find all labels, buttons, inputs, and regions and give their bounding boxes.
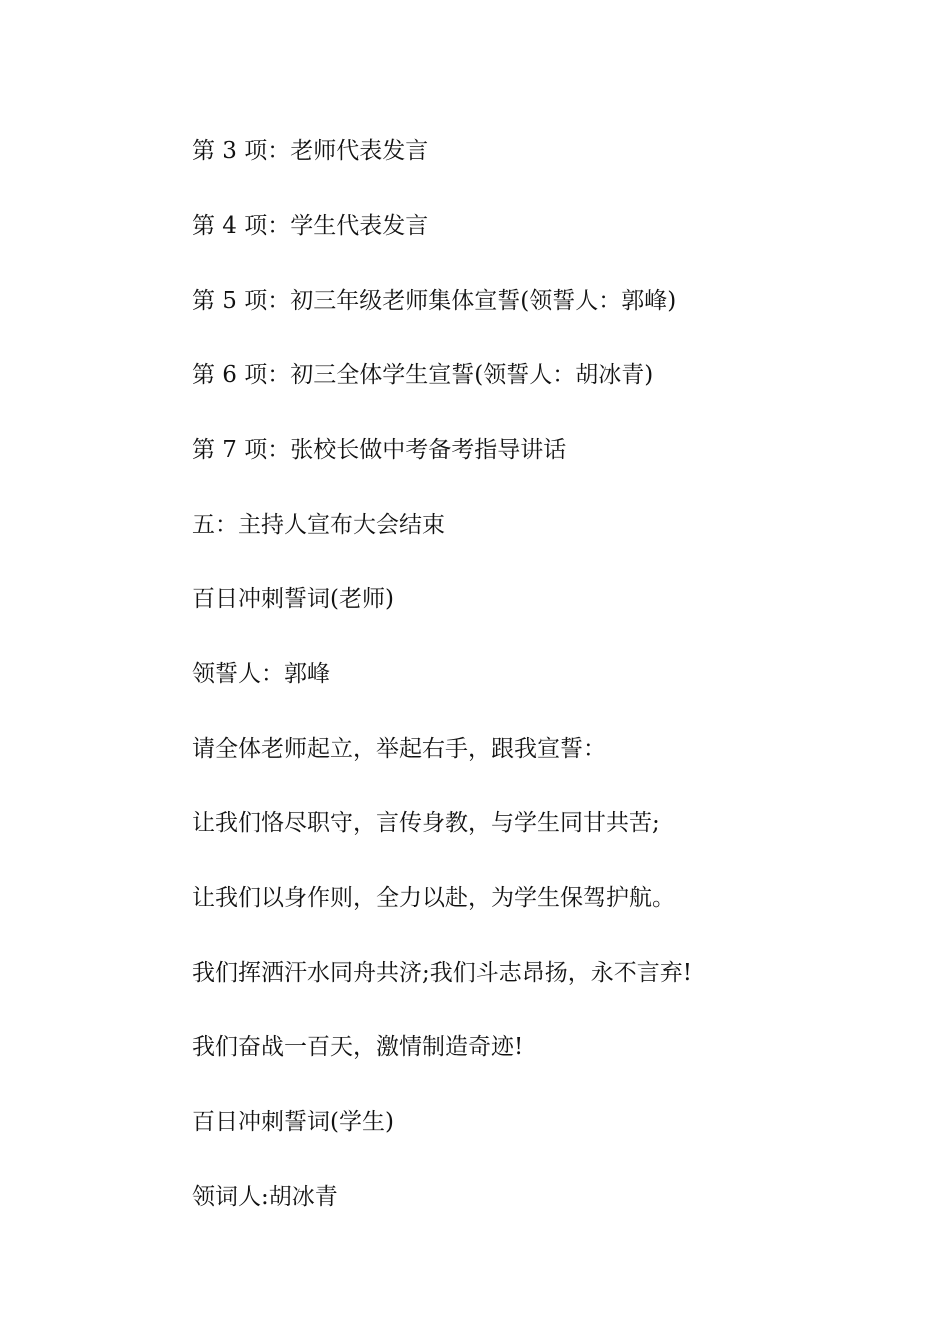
agenda-item-5: 第 5 项：初三年级老师集体宣誓(领誓人：郭峰) <box>192 288 677 314</box>
agenda-item-3: 第 3 项：老师代表发言 <box>192 138 429 164</box>
student-oath-heading: 百日冲刺誓词(学生) <box>192 1109 394 1135</box>
teacher-oath-line: 让我们以身作则，全力以赴，为学生保驾护航。 <box>192 885 675 911</box>
teacher-oath-line: 让我们恪尽职守，言传身教，与学生同甘共苦; <box>192 810 660 836</box>
teacher-oath-leader: 领誓人：郭峰 <box>192 661 330 687</box>
agenda-section-five: 五：主持人宣布大会结束 <box>192 512 445 538</box>
agenda-item-4: 第 4 项：学生代表发言 <box>192 213 429 239</box>
teacher-oath-line: 我们奋战一百天，激情制造奇迹! <box>192 1034 524 1060</box>
teacher-oath-instruction: 请全体老师起立，举起右手，跟我宣誓： <box>192 736 606 762</box>
teacher-oath-heading: 百日冲刺誓词(老师) <box>192 586 394 612</box>
agenda-item-7: 第 7 项：张校长做中考备考指导讲话 <box>192 437 567 463</box>
agenda-item-6: 第 6 项：初三全体学生宣誓(领誓人：胡冰青) <box>192 362 654 388</box>
student-oath-leader: 领词人:胡冰青 <box>192 1184 338 1210</box>
teacher-oath-line: 我们挥洒汗水同舟共济;我们斗志昂扬，永不言弃! <box>192 960 692 986</box>
